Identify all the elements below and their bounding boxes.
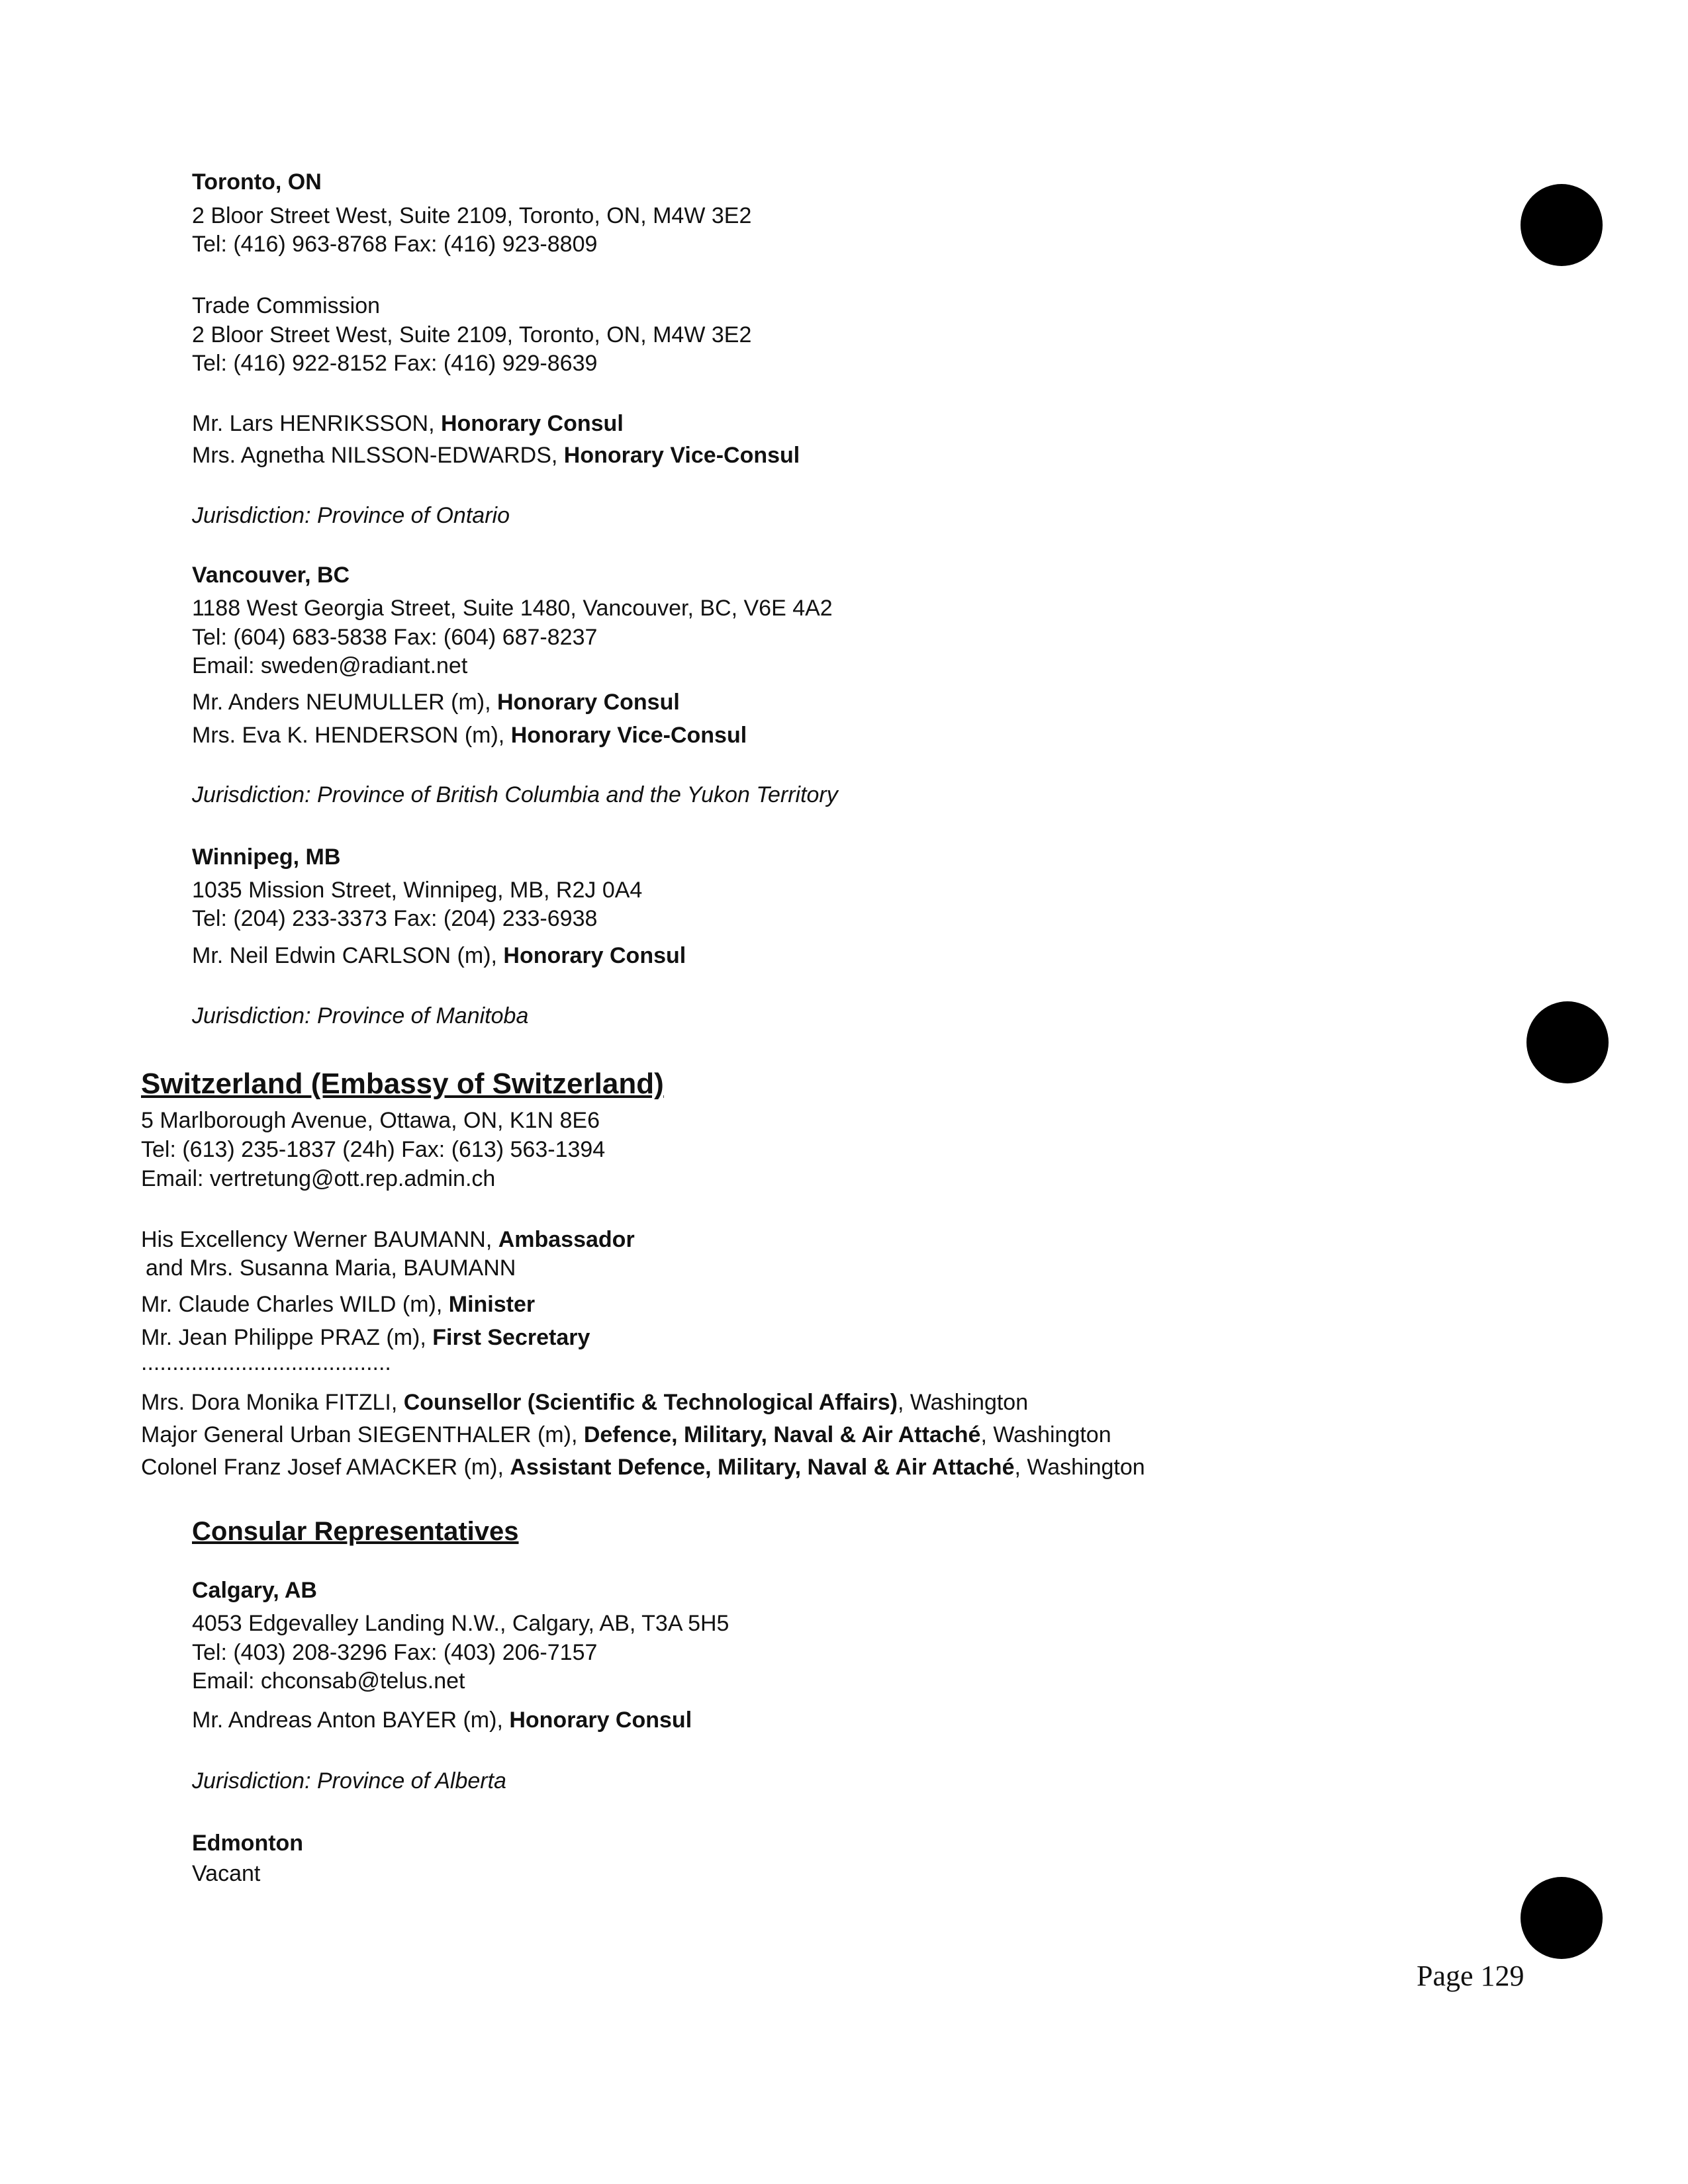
- vancouver-jurisdiction: Jurisdiction: Province of British Columbia and the Yukon Territory: [192, 782, 838, 807]
- winnipeg-jurisdiction: Jurisdiction: Province of Manitoba: [192, 1003, 529, 1028]
- calgary-address: 4053 Edgevalley Landing N.W., Calgary, AB, T3A 5H5: [192, 1611, 729, 1636]
- separator-dots: ........................................: [141, 1350, 391, 1375]
- switzerland-heading: Switzerland (Embassy of Switzerland): [141, 1068, 664, 1100]
- washington-staff: Major General Urban SIEGENTHALER (m), Defence, Military, Naval & Air Attaché, Washington: [141, 1422, 1111, 1447]
- calgary-phone: Tel: (403) 208-3296 Fax: (403) 206-7157: [192, 1640, 598, 1665]
- consular-representatives-heading: Consular Representatives: [192, 1517, 519, 1546]
- vancouver-person: Mrs. Eva K. HENDERSON (m), Honorary Vice-Consul: [192, 723, 747, 748]
- ambassador: His Excellency Werner BAUMANN, Ambassador: [141, 1227, 635, 1252]
- punch-hole-top: [1521, 184, 1603, 266]
- vancouver-address: 1188 West Georgia Street, Suite 1480, Vancouver, BC, V6E 4A2: [192, 596, 833, 621]
- switzerland-phone: Tel: (613) 235-1837 (24h) Fax: (613) 563-1394: [141, 1137, 606, 1162]
- toronto-address: 2 Bloor Street West, Suite 2109, Toronto, ON, M4W 3E2: [192, 203, 752, 228]
- edmonton-city: Edmonton: [192, 1831, 304, 1856]
- washington-staff: Mrs. Dora Monika FITZLI, Counsellor (Scientific & Technological Affairs), Washington: [141, 1390, 1029, 1415]
- vancouver-phone: Tel: (604) 683-5838 Fax: (604) 687-8237: [192, 625, 598, 650]
- calgary-person: Mr. Andreas Anton BAYER (m), Honorary Consul: [192, 1707, 692, 1733]
- calgary-jurisdiction: Jurisdiction: Province of Alberta: [192, 1768, 506, 1794]
- staff-member: Mr. Jean Philippe PRAZ (m), First Secretary: [141, 1325, 590, 1350]
- trade-commission-title: Trade Commission: [192, 293, 381, 318]
- toronto-person: Mrs. Agnetha NILSSON-EDWARDS, Honorary Vice-Consul: [192, 443, 800, 468]
- toronto-person: Mr. Lars HENRIKSSON, Honorary Consul: [192, 411, 624, 436]
- edmonton-status: Vacant: [192, 1861, 261, 1886]
- toronto-city: Toronto, ON: [192, 169, 322, 195]
- winnipeg-city: Winnipeg, MB: [192, 844, 341, 870]
- page-number: Page 129: [1417, 1960, 1524, 1992]
- calgary-email: Email: chconsab@telus.net: [192, 1668, 465, 1694]
- winnipeg-person: Mr. Neil Edwin CARLSON (m), Honorary Consul: [192, 943, 686, 968]
- vancouver-email: Email: sweden@radiant.net: [192, 653, 468, 678]
- winnipeg-address: 1035 Mission Street, Winnipeg, MB, R2J 0A4: [192, 878, 643, 903]
- calgary-city: Calgary, AB: [192, 1578, 317, 1603]
- switzerland-address: 5 Marlborough Avenue, Ottawa, ON, K1N 8E6: [141, 1108, 600, 1133]
- washington-staff: Colonel Franz Josef AMACKER (m), Assistant Defence, Military, Naval & Air Attaché, Washington: [141, 1455, 1145, 1480]
- vancouver-city: Vancouver, BC: [192, 563, 350, 588]
- switzerland-email: Email: vertretung@ott.rep.admin.ch: [141, 1166, 496, 1191]
- trade-commission-phone: Tel: (416) 922-8152 Fax: (416) 929-8639: [192, 351, 598, 376]
- toronto-jurisdiction: Jurisdiction: Province of Ontario: [192, 503, 510, 528]
- ambassador-spouse: and Mrs. Susanna Maria, BAUMANN: [146, 1255, 516, 1281]
- punch-hole-bottom: [1521, 1877, 1603, 1959]
- punch-hole-middle: [1526, 1001, 1609, 1083]
- vancouver-person: Mr. Anders NEUMULLER (m), Honorary Consul: [192, 690, 680, 715]
- winnipeg-phone: Tel: (204) 233-3373 Fax: (204) 233-6938: [192, 906, 598, 931]
- staff-member: Mr. Claude Charles WILD (m), Minister: [141, 1292, 536, 1317]
- trade-commission-address: 2 Bloor Street West, Suite 2109, Toronto, ON, M4W 3E2: [192, 322, 752, 347]
- toronto-phone: Tel: (416) 963-8768 Fax: (416) 923-8809: [192, 232, 598, 257]
